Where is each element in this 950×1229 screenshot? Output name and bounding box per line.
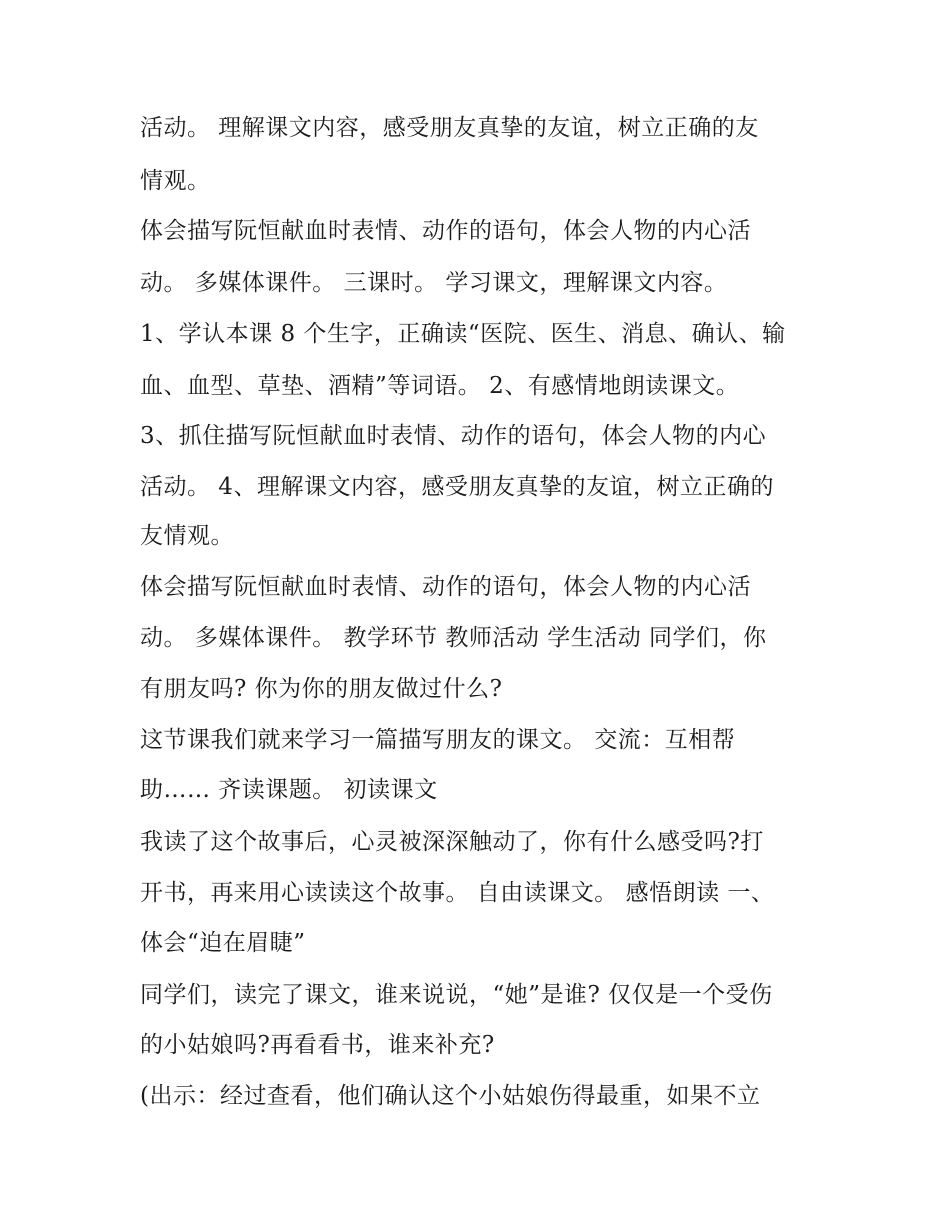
text-line: 同学们，读完了课文，谁来说说，“她”是谁? 仅仅是一个受伤 — [140, 982, 773, 1008]
text-line: 体会描写阮恒献血时表情、动作的语句，体会人物的内心活 — [140, 218, 751, 244]
text-line: 体会“迫在眉睫” — [140, 930, 306, 956]
text-line: 3、抓住描写阮恒献血时表情、动作的语句，体会人物的内心 — [140, 423, 767, 449]
text-line: 友情观。 — [140, 523, 234, 549]
text-line: 这节课我们就来学习一篇描写朋友的课文。 交流：互相帮 — [140, 727, 736, 753]
text-line: 助…… 齐读课题。 初读课文 — [140, 777, 438, 803]
text-line: 我读了这个故事后，心灵被深深触动了，你有什么感受吗?打 — [140, 829, 764, 855]
text-line: 血、血型、草垫、酒精”等词语。 2、有感情地朗读课文。 — [140, 373, 740, 399]
text-line: 情观。 — [140, 168, 211, 194]
text-line: 有朋友吗? 你为你的朋友做过什么? — [140, 676, 503, 702]
text-line: 1、学认本课 8 个生字，正确读“医院、医生、消息、确认、输 — [140, 321, 786, 347]
text-line: 动。 多媒体课件。 教学环节 教师活动 学生活动 同学们，你 — [140, 625, 767, 651]
text-line: 活动。 理解课文内容，感受朋友真挚的友谊，树立正确的友 — [140, 115, 759, 141]
text-line: 体会描写阮恒献血时表情、动作的语句，体会人物的内心活 — [140, 574, 751, 600]
text-line: 的小姑娘吗?再看看书，谁来补充? — [140, 1032, 495, 1058]
text-line: 开书，再来用心读读这个故事。 自由读课文。 感悟朗读 一、 — [140, 880, 775, 906]
text-line: 动。 多媒体课件。 三课时。 学习课文，理解课文内容。 — [140, 270, 728, 296]
text-line: 活动。 4、理解课文内容，感受朋友真挚的友谊，树立正确的 — [140, 474, 774, 500]
text-line: (出示：经过查看，他们确认这个小姑娘伤得最重，如果不立 — [140, 1083, 761, 1109]
